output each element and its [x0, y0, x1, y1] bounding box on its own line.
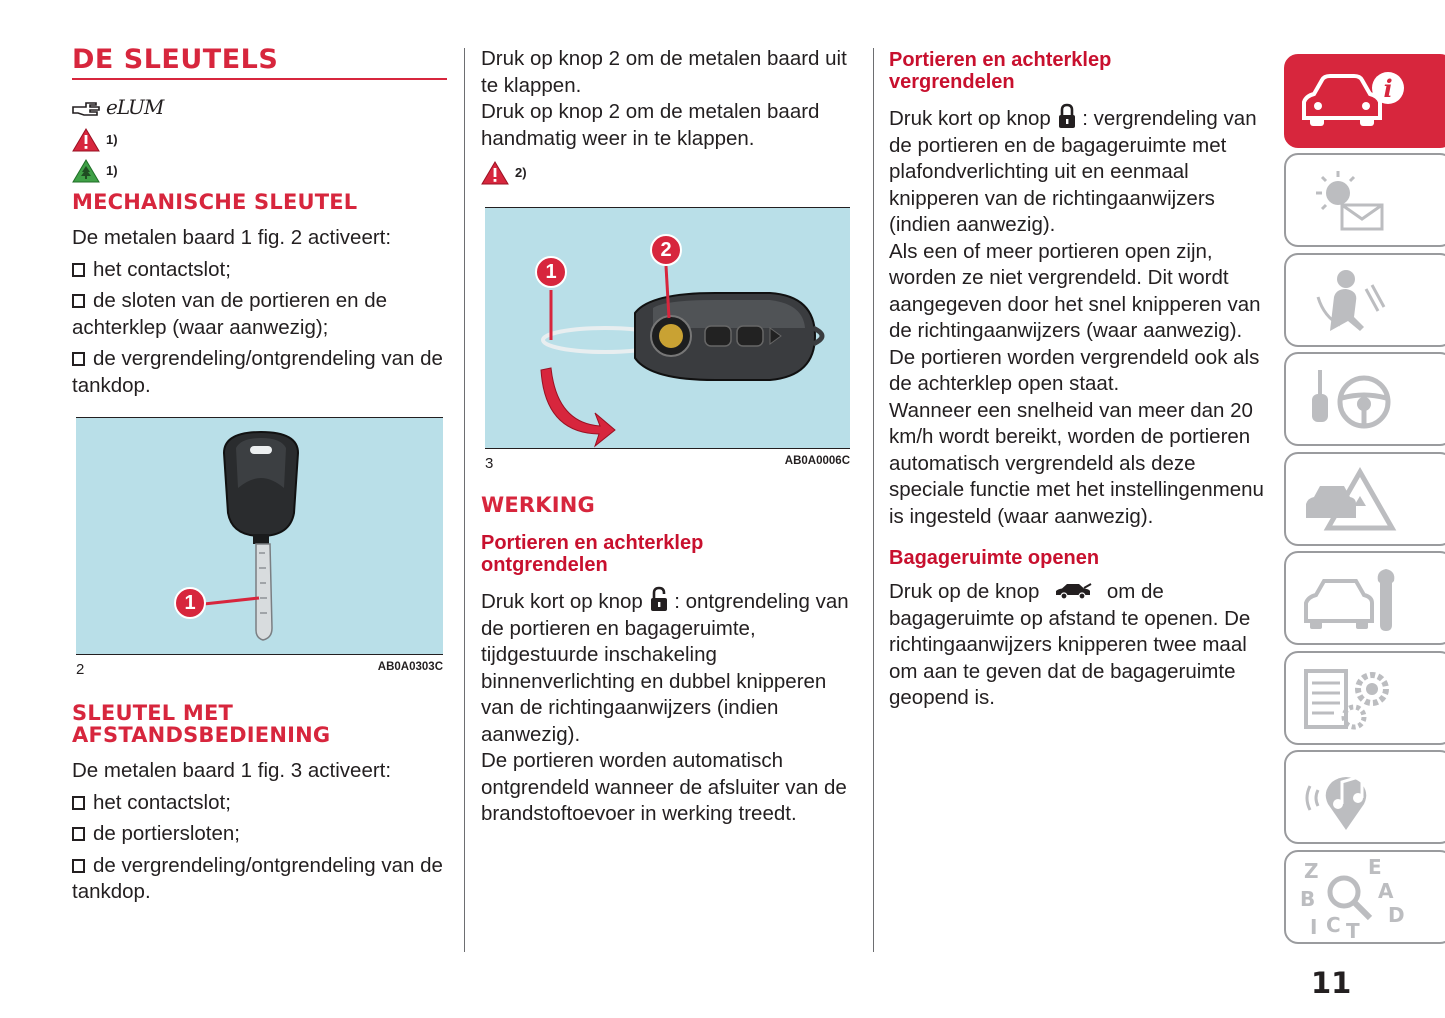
svg-text:i: i	[1383, 74, 1393, 103]
page-number: 11	[1311, 966, 1352, 1000]
boot-paragraph: Druk op de knop om de bagageruimte op afstand te openen. De richtingaanwijzers knipperen twee maal om aan te geven dat de bagageruimte geopend is.	[889, 580, 1251, 709]
column-divider	[873, 48, 874, 952]
checkbox-bullet-icon	[72, 796, 85, 810]
column-divider	[464, 48, 465, 952]
tab-emergency[interactable]	[1284, 452, 1445, 546]
index-letter: D	[1388, 903, 1405, 927]
paragraph: Wanneer een snelheid van meer dan 20 km/h wordt bereikt, worden de portieren automatisch vergrendeld als deze speciale functie met het instellingenmenu is ingesteld (waar aanwezig).	[889, 398, 1264, 528]
environment-ref-number: 1)	[106, 163, 118, 178]
figure-2	[76, 417, 443, 678]
subheading-unlock: Portieren en achterklep ontgrendelen	[481, 532, 704, 576]
tab-technical-data[interactable]	[1284, 651, 1445, 745]
tab-multimedia[interactable]	[1284, 750, 1445, 844]
tab-dashboard-lights[interactable]	[1284, 153, 1445, 247]
unlock-paragraph: Druk kort op knop : ontgrendeling van de portieren en bagageruimte, tijdgestuurde inschakeling binnenverlichting en dubbel knipperen van de richtingaanwijzers (indien aanwezig).	[481, 586, 853, 748]
warning-reference	[72, 125, 447, 154]
index-letter: I	[1310, 915, 1318, 939]
checkbox-bullet-icon	[72, 294, 85, 308]
warning-lights-message-icon	[1300, 167, 1410, 237]
tab-getting-to-know-car[interactable]	[1284, 54, 1445, 148]
seat-airbag-icon	[1300, 267, 1410, 337]
section-heading-mechanical-key: MECHANISCHE SLEUTEL	[72, 190, 358, 214]
column-right	[889, 46, 1267, 712]
index-letter: C	[1326, 913, 1341, 937]
page-title: DE SLEUTELS	[72, 46, 447, 80]
alphabet-index-icon	[1296, 856, 1406, 940]
auto-unlock-paragraph: De portieren worden automatisch ontgrendeld wanneer de afsluiter van de brandstoftoevoer in werking treedt.	[481, 749, 847, 825]
environment-reference	[72, 156, 447, 185]
car-warning-triangle-icon	[1300, 466, 1410, 536]
column-middle	[481, 46, 853, 828]
document-gears-icon	[1300, 665, 1410, 735]
index-letter: B	[1300, 887, 1316, 911]
list-item: de vergrendeling/ontgrendeling van de tankdop.	[72, 347, 443, 397]
figure-number: 3	[485, 455, 494, 472]
car-boot-icon	[1053, 582, 1093, 600]
index-letter: T	[1346, 919, 1360, 940]
checkbox-bullet-icon	[72, 263, 85, 277]
list-item: de sloten van de portieren en de achterklep (waar aanwezig);	[72, 289, 388, 339]
section-heading-remote-key: SLEUTEL MET AFSTANDSBEDIENING	[72, 701, 331, 747]
checkbox-bullet-icon	[72, 859, 85, 873]
mechanical-key-intro: De metalen baard 1 fig. 2 activeert:	[72, 226, 392, 249]
tab-safety[interactable]	[1284, 253, 1445, 347]
figure-code: AB0A0303C	[377, 661, 443, 673]
section-heading-operation: WERKING	[481, 493, 595, 517]
figure-callout-1: 1	[174, 587, 206, 619]
figure-callout-1: 1	[535, 256, 567, 288]
paragraph: Druk op knop 2 om de metalen baard uit te klappen.	[481, 47, 847, 97]
index-letter: E	[1368, 856, 1382, 879]
music-location-icon	[1300, 764, 1410, 834]
pointing-hand-icon	[72, 96, 104, 118]
tab-starting-driving[interactable]	[1284, 352, 1445, 446]
elum-label: eLUM	[106, 94, 164, 119]
key-steering-wheel-icon	[1300, 366, 1410, 436]
list-item: de vergrendeling/ontgrendeling van de tankdop.	[72, 853, 443, 903]
car-info-icon	[1296, 66, 1406, 136]
tab-maintenance[interactable]	[1284, 551, 1445, 645]
column-left	[72, 46, 447, 906]
car-wrench-icon	[1300, 565, 1410, 635]
subheading-boot-open: Bagageruimte openen	[889, 547, 1100, 569]
environment-tree-icon	[72, 159, 100, 183]
locked-padlock-icon	[1057, 103, 1077, 129]
warning-triangle-icon	[72, 128, 100, 152]
tab-index[interactable]	[1284, 850, 1445, 944]
warning-ref-number: 1)	[106, 132, 118, 147]
list-item: de portiersloten;	[72, 821, 447, 848]
checkbox-bullet-icon	[72, 352, 85, 366]
warning-ref-number: 2)	[515, 165, 527, 180]
warning-reference	[481, 158, 853, 187]
list-item: het contactslot;	[72, 790, 447, 817]
figure-code: AB0A0006C	[784, 455, 850, 467]
mechanical-key-illustration	[76, 418, 443, 654]
figure-callout-2: 2	[650, 234, 682, 266]
paragraph: Druk op knop 2 om de metalen baard handmatig weer in te klappen.	[481, 100, 820, 150]
subheading-lock: Portieren en achterklep vergrendelen	[889, 49, 1112, 93]
index-letter: Z	[1304, 859, 1319, 883]
checkbox-bullet-icon	[72, 827, 85, 841]
lock-paragraph: Druk kort op knop : vergrendeling van de portieren en de bagageruimte met plafondverlichting uit en eenmaal knipperen van de richtingaanwijzers (indien aanwezig).	[889, 103, 1267, 239]
remote-key-intro: De metalen baard 1 fig. 3 activeert:	[72, 759, 392, 782]
index-letter: A	[1378, 879, 1394, 903]
paragraph: Als een of meer portieren open zijn, worden ze niet vergrendeld. Dit wordt aangegeven door het snel knipperen van de richtingaanwijzers (waar aanwezig). De portieren worden vergrendeld ook als de achterklep open staat.	[889, 239, 1261, 395]
unlocked-padlock-icon	[649, 586, 669, 612]
figure-3	[485, 207, 850, 472]
figure-number: 2	[76, 661, 85, 678]
warning-triangle-icon	[481, 161, 509, 185]
elum-indicator	[72, 92, 447, 121]
list-item: het contactslot;	[72, 257, 447, 284]
